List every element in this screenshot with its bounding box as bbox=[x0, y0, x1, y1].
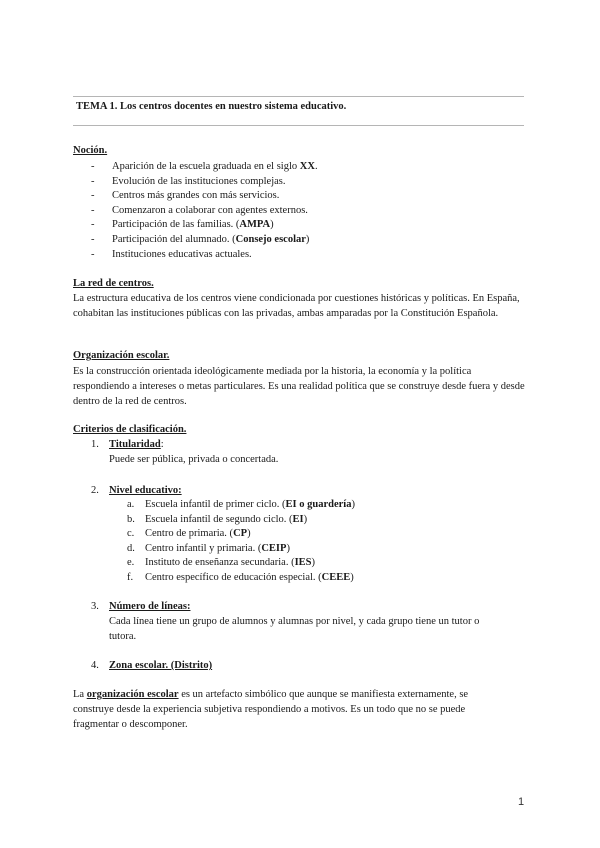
list-item: - Centros más grandes con más servicios. bbox=[91, 190, 280, 202]
document-title: TEMA 1. Los centros docentes en nuestro sistema educativo. bbox=[76, 101, 347, 112]
criterio-item-nivel: 2. Nivel educativo: a. Escuela infantil de primer ciclo. (EI o guardería) b. Escuela infantil de segundo ciclo. (EI) c. Centro de primaria. (CP) d. Centro infantil y primaria. (CEIP) e. Instituto de enseñanza secundaria. (IES) f. Centro específico de educación especial. (CEEE) bbox=[91, 483, 355, 586]
nocion-list bbox=[91, 160, 318, 262]
list-item: - Comenzaron a colaborar con agentes externos. bbox=[91, 204, 308, 216]
organizacion-paragraph: Es la construcción orientada ideológicamente mediada por la historia, la economía y la política respondiendo a intereses o metas particulares. Es una realidad política que se construye desde fuera y desde dentro de la red de centros. bbox=[73, 366, 525, 407]
criterio-item-lineas: 3. Número de líneas: Cada línea tiene un grupo de alumnos y alumnas por nivel, y cada grupo tiene un tutor o tutora. bbox=[91, 601, 480, 642]
list-item: - Evolución de las instituciones complejas. bbox=[91, 175, 286, 187]
list-item: b. Escuela infantil de segundo ciclo. (EI) bbox=[127, 513, 308, 525]
section-heading-red: La red de centros. bbox=[73, 278, 154, 289]
section-heading-criterios: Criterios de clasificación. bbox=[73, 424, 187, 435]
list-item: d. Centro infantil y primaria. (CEIP) bbox=[127, 542, 290, 554]
list-item: - Participación del alumnado. (Consejo escolar) bbox=[91, 233, 310, 245]
criterio-item-zona: 4. Zona escolar. (Distrito) bbox=[91, 660, 213, 671]
section-heading-organizacion: Organización escolar. bbox=[73, 350, 170, 361]
criterio-item-titularidad: 1. Titularidad: Puede ser pública, privada o concertada. bbox=[91, 439, 279, 465]
list-item: a. Escuela infantil de primer ciclo. (EI o guardería) bbox=[127, 499, 355, 510]
title-bottom-rule bbox=[73, 125, 524, 126]
list-item: f. Centro específico de educación especial. (CEEE) bbox=[127, 571, 354, 583]
closing-paragraph: La organización escolar es un artefacto simbólico que aunque se manifiesta externamente, se construye desde la experiencia subjetiva respondiendo a motivos. Es un todo que no se puede fragmentar o descomponer. bbox=[73, 689, 469, 730]
section-heading-nocion: Noción. bbox=[73, 145, 108, 156]
list-item: c. Centro de primaria. (CP) bbox=[127, 528, 251, 540]
list-item: - Instituciones educativas actuales. bbox=[91, 248, 252, 260]
list-item: - Aparición de la escuela graduada en el siglo XX. bbox=[91, 161, 318, 172]
page-number: 1 bbox=[518, 796, 525, 808]
list-item: - Participación de las familias. (AMPA) bbox=[91, 219, 274, 231]
nivel-list bbox=[91, 498, 355, 586]
red-paragraph: La estructura educativa de los centros viene condicionada por cuestiones históricas y políticas. En España, cohabitan las instituciones públicas con las privadas, ambas amparadas por la Constitución Española. bbox=[73, 293, 520, 319]
list-item: e. Instituto de enseñanza secundaria. (IES) bbox=[127, 557, 316, 569]
title-top-rule bbox=[73, 96, 524, 97]
